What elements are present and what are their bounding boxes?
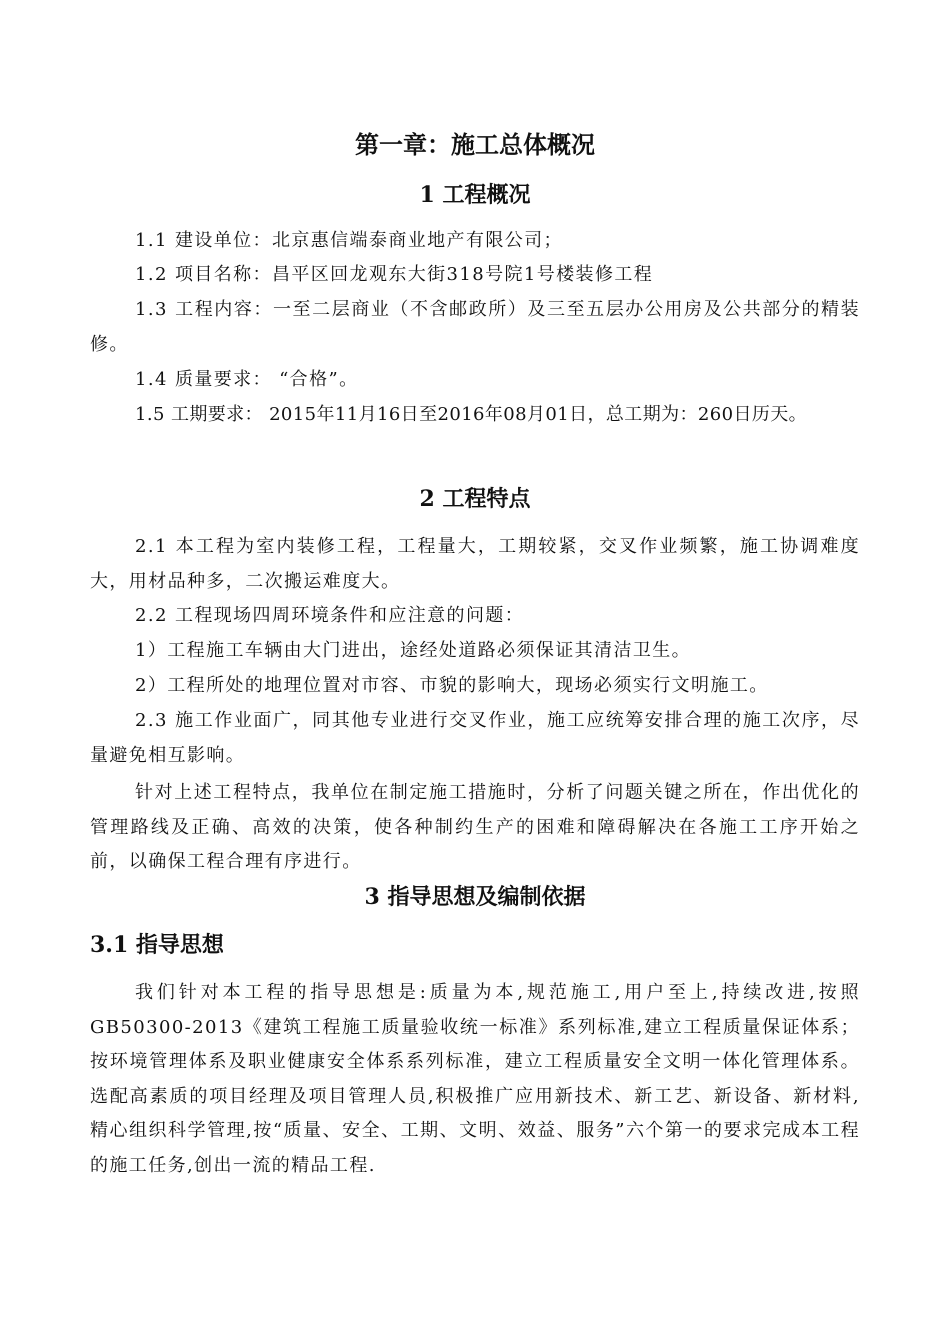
paragraph-2-4: 2）工程所处的地理位置对市容、市貌的影响大，现场必须实行文明施工。 <box>135 675 769 696</box>
paragraph-2-1: 2.1 本工程为室内装修工程，工程量大，工期较紧，交叉作业频繁，施工协调难度大，用材品种多，二次搬运难度大。 <box>90 536 860 592</box>
section-heading-3: 3 指导思想及编制依据 <box>364 884 586 910</box>
paragraph-2-6: 针对上述工程特点，我单位在制定施工措施时，分析了问题关键之所在，作出优化的管理路线及正确、高效的决策，使各种制约生产的困难和障碍解决在各施工工序开始之前，以确保工程合理有序进行。 <box>90 782 860 872</box>
subsection-heading-3-1: 3.1 指导思想 <box>90 932 224 958</box>
paragraph-2-3: 1）工程施工车辆由大门进出，途经处道路必须保证其清洁卫生。 <box>135 640 692 661</box>
paragraph-1-5: 1.5 工期要求： 2015年11月16日至2016年08月01日，总工期为：260日历天。 <box>135 404 808 425</box>
paragraph-1-4: 1.4 质量要求： “合格”。 <box>135 369 359 390</box>
paragraph-2-2: 2.2 工程现场四周环境条件和应注意的问题： <box>135 605 525 626</box>
section-heading-1: 1 工程概况 <box>419 182 531 208</box>
paragraph-2-5: 2.3 施工作业面广，同其他专业进行交叉作业，施工应统筹安排合理的施工次序，尽量避免相互影响。 <box>90 710 860 766</box>
section-heading-2: 2 工程特点 <box>419 486 531 512</box>
chapter-title: 第一章：施工总体概况 <box>355 130 595 159</box>
paragraph-1-3: 1.3 工程内容：一至二层商业（不含邮政所）及三至五层办公用房及公共部分的精装修。 <box>90 299 860 355</box>
paragraph-1-2: 1.2 项目名称：昌平区回龙观东大街318号院1号楼装修工程 <box>135 264 654 285</box>
paragraph-1-1: 1.1 建设单位：北京惠信端泰商业地产有限公司； <box>135 230 563 251</box>
paragraph-3-1: 我们针对本工程的指导思想是:质量为本,规范施工,用户至上,持续改进,按照GB50300-2013《建筑工程施工质量验收统一标准》系列标准,建立工程质量保证体系；按环境管理体系及职业健康安全体系系列标准，建立工程质量安全文明一体化管理体系。选配高素质的项目经理及项目管理人员,积极推广应用新技术、新工艺、新设备、新材料,精心组织科学管理,按“质量、安全、工期、文明、效益、服务”六个第一的要求完成本工程的施工任务,创出一流的精品工程. <box>90 982 860 1176</box>
